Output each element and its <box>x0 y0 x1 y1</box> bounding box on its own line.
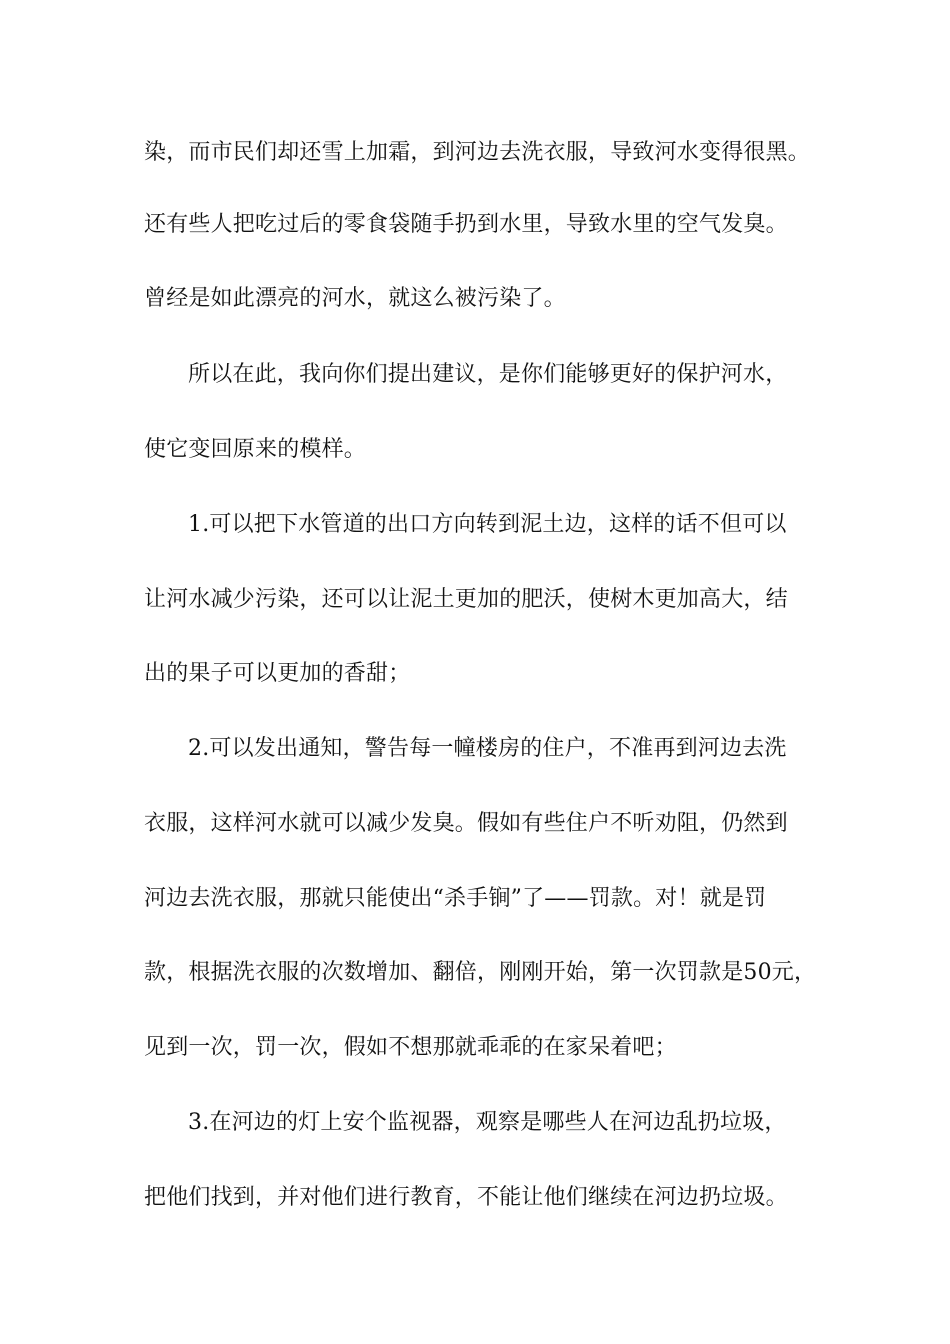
list-item-1-line: 1.可以把下水管道的出口方向转到泥土边，这样的话不但可以 <box>188 512 787 537</box>
list-item-2-line: 2.可以发出通知，警告每一幢楼房的住户，不准再到河边去洗 <box>188 736 787 761</box>
list-item-3-line: 3.在河边的灯上安个监视器，观察是哪些人在河边乱扔垃圾， <box>188 1110 787 1135</box>
text-line: 还有些人把吃过后的零食袋随手扔到水里，导致水里的空气发臭。 <box>144 212 788 237</box>
text-line: 把他们找到，并对他们进行教育，不能让他们继续在河边扔垃圾。 <box>144 1185 788 1210</box>
text-line: 衣服，这样河水就可以减少发臭。假如有些住户不听劝阻，仍然到 <box>144 811 788 836</box>
text-line: 让河水减少污染，还可以让泥土更加的肥沃，使树木更加高大，结 <box>144 587 788 612</box>
paragraph-start-line: 所以在此，我向你们提出建议，是你们能够更好的保护河水， <box>188 362 788 387</box>
text-line: 曾经是如此漂亮的河水，就这么被污染了。 <box>144 286 566 311</box>
text-line: 见到一次，罚一次，假如不想那就乖乖的在家呆着吧； <box>144 1035 677 1060</box>
text-line: 使它变回原来的模样。 <box>144 437 367 462</box>
text-line: 河边去洗衣服，那就只能使出“杀手锏”了——罚款。对！就是罚 <box>144 886 767 911</box>
text-line: 出的果子可以更加的香甜； <box>144 661 411 686</box>
text-line: 款，根据洗衣服的次数增加、翻倍，刚刚开始，第一次罚款是50元， <box>144 960 817 985</box>
text-line: 染，而市民们却还雪上加霜，到河边去洗衣服，导致河水变得很黑。 <box>144 140 811 165</box>
